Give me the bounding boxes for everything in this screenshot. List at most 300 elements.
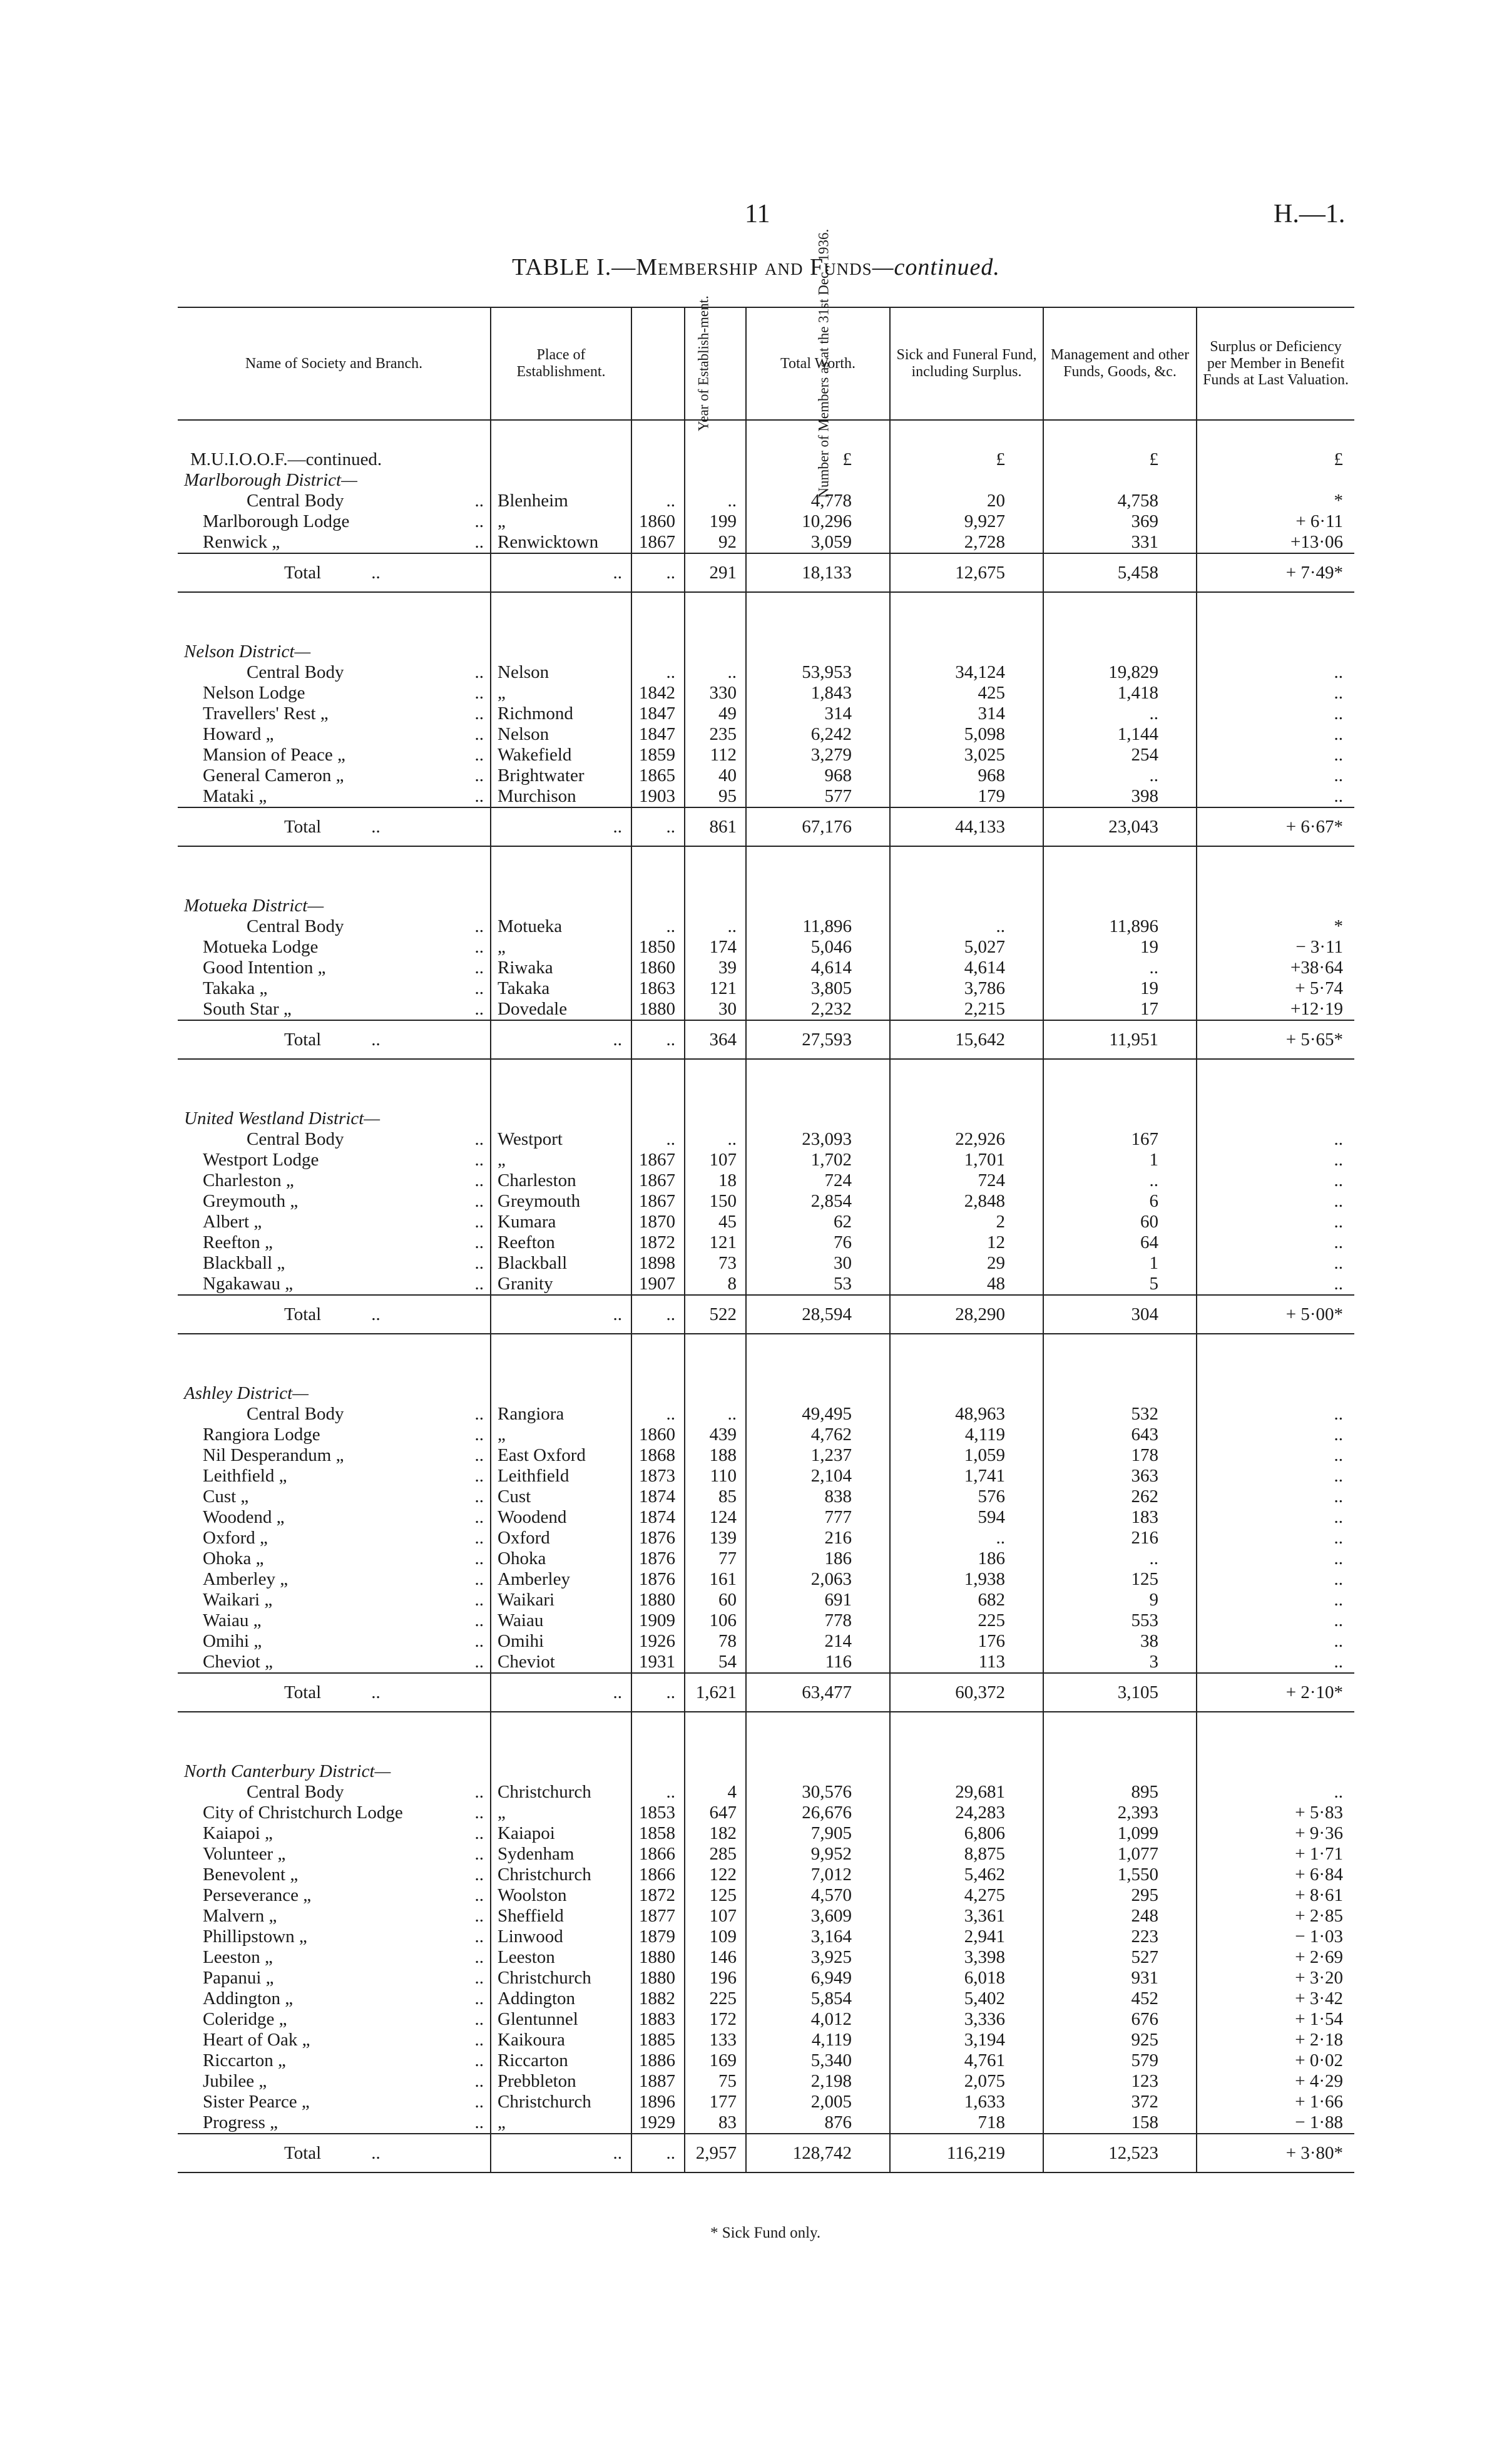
- management-cell: 1,077: [1043, 1844, 1197, 1865]
- year-cell: 1860: [631, 511, 685, 532]
- total-worth-cell: 9,952: [746, 1844, 890, 1865]
- branch-name: Renwick „: [203, 532, 280, 552]
- members-cell: ..: [685, 916, 746, 937]
- members-cell: 225: [685, 1988, 746, 2009]
- branch-name-cell: [178, 511, 491, 532]
- sick-fund-cell: 8,875: [890, 1844, 1043, 1865]
- empty-cell: [1043, 1383, 1197, 1404]
- title-suffix: —continued.: [872, 254, 1000, 280]
- branch-name: Malvern „: [203, 1906, 277, 1926]
- sick-fund-cell: 176: [890, 1631, 1043, 1652]
- surplus-cell: ..: [1197, 683, 1354, 704]
- management-cell: 3,105: [1043, 1673, 1197, 1712]
- spacer-cell: [631, 1712, 685, 1761]
- members-cell: 106: [685, 1610, 746, 1631]
- branch-row: [178, 1507, 1354, 1528]
- branch-name: Nil Desperandum „: [203, 1445, 344, 1465]
- branch-name-cell: [178, 1445, 491, 1466]
- management-cell: 398: [1043, 786, 1197, 807]
- currency-symbol: £: [1197, 449, 1354, 470]
- branch-row: [178, 662, 1354, 683]
- management-cell: 123: [1043, 2071, 1197, 2092]
- sick-fund-cell: 4,761: [890, 2050, 1043, 2071]
- branch-name-cell: [178, 2050, 491, 2071]
- leader-dots: ..: [474, 704, 484, 724]
- sick-fund-cell: 1,701: [890, 1150, 1043, 1170]
- sick-fund-cell: 425: [890, 683, 1043, 704]
- management-cell: 223: [1043, 1927, 1197, 1947]
- place-cell: „: [491, 1425, 631, 1445]
- branch-row: [178, 1170, 1354, 1191]
- empty-cell: [491, 642, 631, 662]
- branch-name-cell: [178, 765, 491, 786]
- empty-cell: [685, 642, 746, 662]
- place-cell: Rangiora: [491, 1404, 631, 1425]
- place-cell: Wakefield: [491, 745, 631, 765]
- total-label-cell: [178, 2134, 491, 2172]
- branch-name: Leeston „: [203, 1947, 273, 1967]
- footnote: * Sick Fund only.: [710, 2224, 821, 2241]
- sick-fund-cell: 5,402: [890, 1988, 1043, 2009]
- currency-symbol: £: [890, 449, 1043, 470]
- total-worth-cell: 4,119: [746, 2030, 890, 2050]
- empty-cell: [491, 896, 631, 916]
- branch-name: Coleridge „: [203, 2009, 287, 2029]
- surplus-cell: ..: [1197, 1425, 1354, 1445]
- year-cell: 1866: [631, 1865, 685, 1885]
- leader-dots: ..: [474, 745, 484, 765]
- branch-name: Motueka Lodge: [203, 937, 319, 957]
- branch-name-cell: [178, 683, 491, 704]
- branch-name-cell: [178, 1274, 491, 1295]
- leader-dots: ..: [474, 1212, 484, 1232]
- branch-name: Rangiora Lodge: [203, 1425, 320, 1445]
- sick-fund-cell: 15,642: [890, 1020, 1043, 1059]
- leader-dots: ..: [474, 532, 484, 552]
- total-worth-cell: 186: [746, 1548, 890, 1569]
- surplus-cell: + 5·74: [1197, 978, 1354, 999]
- branch-name: Mataki „: [203, 786, 267, 806]
- year-cell: 1866: [631, 1844, 685, 1865]
- place-cell: Kaikoura: [491, 2030, 631, 2050]
- total-label: Total: [284, 2143, 322, 2163]
- leader-dots: ..: [474, 662, 484, 682]
- spacer-cell: [890, 1712, 1043, 1761]
- place-cell: Amberley: [491, 1569, 631, 1590]
- management-cell: 643: [1043, 1425, 1197, 1445]
- branch-row: [178, 1129, 1354, 1150]
- year-cell: 1867: [631, 1191, 685, 1212]
- management-cell: 216: [1043, 1528, 1197, 1548]
- spacer-cell: [178, 592, 491, 642]
- place-cell: ..: [491, 1673, 631, 1712]
- members-cell: 78: [685, 1631, 746, 1652]
- leader-dots: ..: [474, 1232, 484, 1252]
- year-cell: 1931: [631, 1652, 685, 1673]
- surplus-cell: − 3·11: [1197, 937, 1354, 958]
- members-cell: 188: [685, 1445, 746, 1466]
- branch-name-cell: [178, 1212, 491, 1232]
- total-worth-cell: 5,340: [746, 2050, 890, 2071]
- spacer-cell: [685, 1334, 746, 1383]
- empty-cell: [1197, 470, 1354, 491]
- surplus-cell: ..: [1197, 1232, 1354, 1253]
- empty-cell: [1197, 1761, 1354, 1782]
- branch-row: [178, 1487, 1354, 1507]
- spacer-cell: [178, 1059, 491, 1108]
- members-cell: 291: [685, 553, 746, 592]
- members-cell: ..: [685, 1129, 746, 1150]
- branch-name-cell: [178, 2071, 491, 2092]
- empty-cell: [685, 1761, 746, 1782]
- leader-dots: ..: [474, 1191, 484, 1211]
- branch-row: [178, 704, 1354, 724]
- place-cell: Glentunnel: [491, 2009, 631, 2030]
- surplus-cell: ..: [1197, 745, 1354, 765]
- branch-name-cell: [178, 1885, 491, 1906]
- total-worth-cell: 30: [746, 1253, 890, 1274]
- branch-name: Ohoka „: [203, 1548, 264, 1568]
- spacer-cell: [1197, 1712, 1354, 1761]
- leader-dots: ..: [371, 1030, 381, 1050]
- total-worth-cell: 724: [746, 1170, 890, 1191]
- spacer-cell: [685, 1712, 746, 1761]
- spacer-cell: [1197, 592, 1354, 642]
- district-name: Nelson District—: [184, 642, 311, 662]
- management-cell: 5,458: [1043, 553, 1197, 592]
- management-cell: 527: [1043, 1947, 1197, 1968]
- members-cell: 199: [685, 511, 746, 532]
- members-cell: 112: [685, 745, 746, 765]
- place-cell: Blackball: [491, 1253, 631, 1274]
- total-worth-cell: 116: [746, 1652, 890, 1673]
- surplus-cell: + 5·00*: [1197, 1295, 1354, 1334]
- place-cell: Blenheim: [491, 491, 631, 511]
- total-label: Total: [284, 1304, 322, 1324]
- members-cell: 121: [685, 1232, 746, 1253]
- year-cell: ..: [631, 1404, 685, 1425]
- place-cell: „: [491, 1803, 631, 1823]
- members-cell: 161: [685, 1569, 746, 1590]
- leader-dots: ..: [474, 2050, 484, 2070]
- members-cell: 174: [685, 937, 746, 958]
- surplus-cell: ..: [1197, 1170, 1354, 1191]
- year-cell: 1872: [631, 1232, 685, 1253]
- surplus-cell: ..: [1197, 1631, 1354, 1652]
- leader-dots: ..: [474, 1885, 484, 1905]
- year-cell: [631, 449, 685, 470]
- management-cell: 178: [1043, 1445, 1197, 1466]
- place-cell: „: [491, 937, 631, 958]
- sick-fund-cell: 682: [890, 1590, 1043, 1610]
- place-cell: Woolston: [491, 1885, 631, 1906]
- place-cell: Kaiapoi: [491, 1823, 631, 1844]
- year-cell: ..: [631, 662, 685, 683]
- branch-row: [178, 683, 1354, 704]
- total-worth-cell: 4,012: [746, 2009, 890, 2030]
- year-cell: 1885: [631, 2030, 685, 2050]
- place-cell: Waiau: [491, 1610, 631, 1631]
- members-cell: 54: [685, 1652, 746, 1673]
- year-cell: 1879: [631, 1927, 685, 1947]
- district-name: Marlborough District—: [184, 470, 357, 490]
- year-cell: ..: [631, 553, 685, 592]
- branch-name: Central Body: [247, 1782, 344, 1802]
- total-worth-cell: 7,905: [746, 1823, 890, 1844]
- management-cell: 262: [1043, 1487, 1197, 1507]
- total-worth-cell: 18,133: [746, 553, 890, 592]
- empty-cell: [1197, 642, 1354, 662]
- leader-dots: ..: [474, 1927, 484, 1947]
- sick-fund-cell: 5,462: [890, 1865, 1043, 1885]
- branch-name: Phillipstown „: [203, 1927, 307, 1947]
- sick-fund-cell: 2,728: [890, 532, 1043, 553]
- empty-cell: [890, 1108, 1043, 1129]
- leader-dots: ..: [474, 1988, 484, 2009]
- surplus-cell: ..: [1197, 1191, 1354, 1212]
- society-row: [178, 449, 1354, 470]
- members-cell: 4: [685, 1782, 746, 1803]
- society-name: [178, 449, 491, 470]
- year-cell: ..: [631, 1129, 685, 1150]
- leader-dots: ..: [474, 1844, 484, 1864]
- members-cell: 40: [685, 765, 746, 786]
- total-worth-cell: 2,104: [746, 1466, 890, 1487]
- branch-name: Omihi „: [203, 1631, 262, 1651]
- branch-row: [178, 1274, 1354, 1295]
- management-cell: 3: [1043, 1652, 1197, 1673]
- management-cell: 158: [1043, 2112, 1197, 2134]
- spacer-cell: [746, 592, 890, 642]
- place-cell: Murchison: [491, 786, 631, 807]
- place-cell: Kumara: [491, 1212, 631, 1232]
- spacer-cell: [685, 592, 746, 642]
- leader-dots: ..: [474, 2009, 484, 2029]
- surplus-cell: *: [1197, 491, 1354, 511]
- spacer-cell: [631, 592, 685, 642]
- year-cell: ..: [631, 1673, 685, 1712]
- management-cell: 9: [1043, 1590, 1197, 1610]
- leader-dots: ..: [474, 765, 484, 786]
- place-cell: Riccarton: [491, 2050, 631, 2071]
- place-cell: Reefton: [491, 1232, 631, 1253]
- total-row: [178, 553, 1354, 592]
- management-cell: 11,896: [1043, 916, 1197, 937]
- management-cell: 1,418: [1043, 683, 1197, 704]
- branch-name-cell: [178, 662, 491, 683]
- sick-fund-cell: 24,283: [890, 1803, 1043, 1823]
- branch-name: Westport Lodge: [203, 1150, 319, 1170]
- total-worth-cell: 76: [746, 1232, 890, 1253]
- place-cell: Motueka: [491, 916, 631, 937]
- sick-fund-cell: ..: [890, 916, 1043, 937]
- year-cell: 1850: [631, 937, 685, 958]
- surplus-cell: ..: [1197, 1466, 1354, 1487]
- header-year: [631, 295, 712, 431]
- leader-dots: ..: [474, 1253, 484, 1273]
- branch-row: [178, 2009, 1354, 2030]
- year-cell: 1867: [631, 532, 685, 553]
- surplus-cell: ..: [1197, 1590, 1354, 1610]
- branch-name: Cust „: [203, 1487, 249, 1507]
- spacer-cell: [1043, 592, 1197, 642]
- sick-fund-cell: 1,938: [890, 1569, 1043, 1590]
- table-title: [0, 253, 1512, 281]
- header-sick-fund: Sick and Funeral Fund, including Surplus.: [890, 307, 1043, 420]
- spacer-cell: [1197, 1059, 1354, 1108]
- place-cell: Ohoka: [491, 1548, 631, 1569]
- branch-name: City of Christchurch Lodge: [203, 1803, 403, 1823]
- branch-name: Riccarton „: [203, 2050, 286, 2070]
- sick-fund-cell: 9,927: [890, 511, 1043, 532]
- spacer-cell: [631, 1334, 685, 1383]
- spacer-cell: [685, 846, 746, 896]
- surplus-cell: ..: [1197, 1507, 1354, 1528]
- leader-dots: ..: [474, 937, 484, 957]
- branch-name-cell: [178, 1569, 491, 1590]
- place-cell: Renwicktown: [491, 532, 631, 553]
- total-worth-cell: 778: [746, 1610, 890, 1631]
- branch-name: Central Body: [247, 916, 344, 936]
- members-cell: ..: [685, 1404, 746, 1425]
- sick-fund-cell: 2,215: [890, 999, 1043, 1020]
- surplus-cell: ..: [1197, 704, 1354, 724]
- surplus-cell: ..: [1197, 1404, 1354, 1425]
- place-cell: „: [491, 1150, 631, 1170]
- year-cell: 1868: [631, 1445, 685, 1466]
- year-cell: 1867: [631, 1170, 685, 1191]
- branch-name-cell: [178, 1906, 491, 1927]
- table-body: [178, 420, 1354, 2172]
- management-cell: 304: [1043, 1295, 1197, 1334]
- surplus-cell: − 1·88: [1197, 2112, 1354, 2134]
- sick-fund-cell: 179: [890, 786, 1043, 807]
- empty-cell: [685, 896, 746, 916]
- sick-fund-cell: 3,336: [890, 2009, 1043, 2030]
- spacer-cell: [178, 420, 491, 449]
- branch-row: [178, 1823, 1354, 1844]
- surplus-cell: ..: [1197, 1445, 1354, 1466]
- branch-name-cell: [178, 937, 491, 958]
- empty-cell: [685, 1108, 746, 1129]
- branch-name-cell: [178, 2092, 491, 2112]
- total-label-cell: [178, 1673, 491, 1712]
- management-cell: 553: [1043, 1610, 1197, 1631]
- total-label-cell: [178, 553, 491, 592]
- branch-name: Good Intention „: [203, 958, 326, 978]
- place-cell: Oxford: [491, 1528, 631, 1548]
- branch-name: Amberley „: [203, 1569, 289, 1589]
- total-label: Total: [284, 563, 322, 583]
- district-row: [178, 642, 1354, 662]
- branch-row: [178, 999, 1354, 1020]
- members-cell: 45: [685, 1212, 746, 1232]
- year-cell: ..: [631, 1295, 685, 1334]
- surplus-cell: ..: [1197, 1274, 1354, 1295]
- year-cell: 1874: [631, 1507, 685, 1528]
- currency-symbol: £: [746, 449, 890, 470]
- total-row: [178, 1673, 1354, 1712]
- empty-cell: [491, 470, 631, 491]
- leader-dots: ..: [474, 1569, 484, 1589]
- surplus-cell: + 2·69: [1197, 1947, 1354, 1968]
- branch-name-cell: [178, 2030, 491, 2050]
- sick-fund-cell: 2,941: [890, 1927, 1043, 1947]
- spacer-cell: [1043, 1059, 1197, 1108]
- members-cell: 169: [685, 2050, 746, 2071]
- branch-row: [178, 1590, 1354, 1610]
- members-cell: 133: [685, 2030, 746, 2050]
- header-place: Place of Establishment.: [491, 307, 631, 420]
- branch-row: [178, 1569, 1354, 1590]
- branch-row: [178, 2071, 1354, 2092]
- management-cell: 6: [1043, 1191, 1197, 1212]
- total-worth-cell: 876: [746, 2112, 890, 2134]
- spacer-cell: [1043, 420, 1197, 449]
- surplus-cell: +12·19: [1197, 999, 1354, 1020]
- year-cell: 1882: [631, 1988, 685, 2009]
- branch-row: [178, 2050, 1354, 2071]
- spacer-cell: [890, 1334, 1043, 1383]
- place-cell: Granity: [491, 1274, 631, 1295]
- empty-cell: [685, 1383, 746, 1404]
- spacer-cell: [491, 846, 631, 896]
- management-cell: 254: [1043, 745, 1197, 765]
- branch-name-cell: [178, 1425, 491, 1445]
- branch-name: Leithfield „: [203, 1466, 287, 1486]
- branch-row: [178, 1445, 1354, 1466]
- branch-row: [178, 1927, 1354, 1947]
- year-cell: 1909: [631, 1610, 685, 1631]
- year-cell: 1880: [631, 1968, 685, 1988]
- header-year-text: Year of Establish-ment.: [695, 295, 712, 431]
- branch-name: Cheviot „: [203, 1652, 273, 1672]
- year-cell: 1863: [631, 978, 685, 999]
- management-cell: 363: [1043, 1466, 1197, 1487]
- empty-cell: [1197, 1383, 1354, 1404]
- sick-fund-cell: 20: [890, 491, 1043, 511]
- total-row: [178, 1295, 1354, 1334]
- branch-name-cell: [178, 2112, 491, 2134]
- management-cell: 17: [1043, 999, 1197, 1020]
- members-cell: 330: [685, 683, 746, 704]
- management-cell: 19,829: [1043, 662, 1197, 683]
- management-cell: 1: [1043, 1253, 1197, 1274]
- district-name: United Westland District—: [184, 1108, 381, 1128]
- members-cell: 172: [685, 2009, 746, 2030]
- surplus-cell: + 5·65*: [1197, 1020, 1354, 1059]
- place-cell: Sheffield: [491, 1906, 631, 1927]
- place-cell: ..: [491, 807, 631, 846]
- management-cell: ..: [1043, 1170, 1197, 1191]
- total-worth-cell: 27,593: [746, 1020, 890, 1059]
- branch-name: Volunteer „: [203, 1844, 286, 1864]
- branch-name: Oxford „: [203, 1528, 268, 1548]
- year-cell: 1860: [631, 958, 685, 978]
- management-cell: 64: [1043, 1232, 1197, 1253]
- branch-row: [178, 765, 1354, 786]
- sick-fund-cell: 1,059: [890, 1445, 1043, 1466]
- total-worth-cell: 3,925: [746, 1947, 890, 1968]
- branch-name: Marlborough Lodge: [203, 511, 350, 531]
- leader-dots: ..: [371, 563, 381, 583]
- spacer-cell: [890, 846, 1043, 896]
- total-worth-cell: 63,477: [746, 1673, 890, 1712]
- district-row: [178, 1761, 1354, 1782]
- surplus-cell: + 6·11: [1197, 511, 1354, 532]
- empty-cell: [890, 1383, 1043, 1404]
- branch-name: South Star „: [203, 999, 292, 1019]
